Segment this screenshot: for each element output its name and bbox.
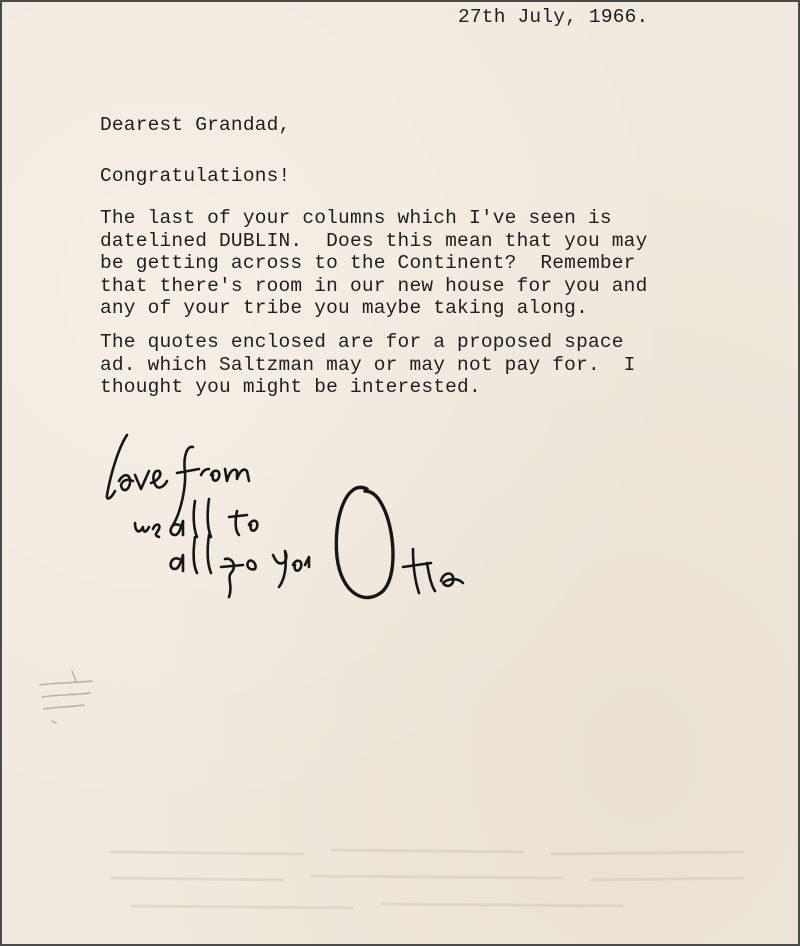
paragraph-2-line: thought you might be interested.: [100, 376, 481, 398]
margin-pencil-marks: [32, 667, 102, 727]
paragraph-1: [100, 207, 648, 320]
paragraph-2-line: ad. which Saltzman may or may not pay for. I: [100, 353, 636, 376]
letter-salutation: Dearest Grandad,: [100, 114, 291, 136]
handwritten-signature: [97, 417, 487, 617]
letter-date: 27th July, 1966.: [458, 6, 649, 28]
paragraph-2: [100, 331, 636, 399]
paragraph-2-line: The quotes enclosed are for a proposed space: [100, 331, 624, 353]
paragraph-1-line: datelined DUBLIN. Does this mean that you may: [100, 229, 648, 252]
letter-greeting: Congratulations!: [100, 165, 291, 187]
paragraph-1-line: that there's room in our new house for you and: [100, 274, 648, 297]
paragraph-1-line: The last of your columns which I've seen is: [100, 207, 612, 229]
paragraph-1-line: any of your tribe you maybe taking along.: [100, 297, 588, 319]
reverse-side-bleed-through: [102, 832, 762, 932]
paragraph-1-line: be getting across to the Continent? Remember: [100, 252, 636, 274]
